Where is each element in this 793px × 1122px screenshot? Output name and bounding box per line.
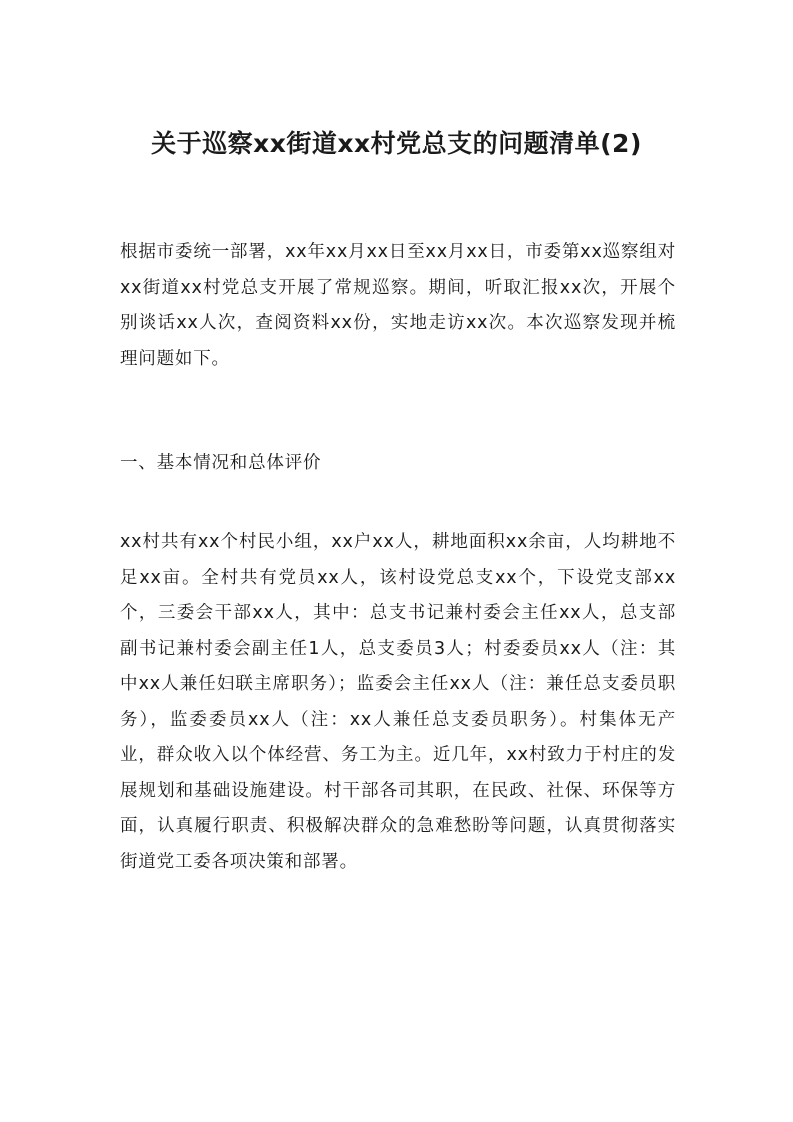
document-title: 关于巡察xx街道xx村党总支的问题清单(2) xyxy=(151,129,642,158)
section-heading: 一、基本情况和总体评价 xyxy=(120,453,322,473)
section-body-paragraph: xx村共有xx个村民小组，xx户xx人，耕地面积xx余亩，人均耕地不足xx亩。全村共有党员xx人，该村设党总支xx个，下设党支部xx个，三委会干部xx人，其中：总支书记兼村委会主任xx人，总支部副书记兼村委会副主任1人，总支委员3人；村委委员xx人（注：其中xx人兼任妇联主席职务）；监委会主任xx人（注：兼任总支委员职务），监委委员xx人（注：xx人兼任总支委员职务）。村集体无产业，群众收入以个体经营、务工为主。近几年，xx村致力于村庄的发展规划和基础设施建设。村干部各司其职，在民政、社保、环保等方面，认真履行职责、积极解决群众的急难愁盼等问题，认真贯彻落实街道党工委各项决策和部署。 xyxy=(120,532,676,872)
intro-paragraph: 根据市委统一部署，xx年xx月xx日至xx月xx日，市委第xx巡察组对xx街道xx村党总支开展了常规巡察。期间，听取汇报xx次，开展个别谈话xx人次，查阅资料xx份，实地走访xx次。本次巡察发现并梳理问题如下。 xyxy=(120,242,676,369)
